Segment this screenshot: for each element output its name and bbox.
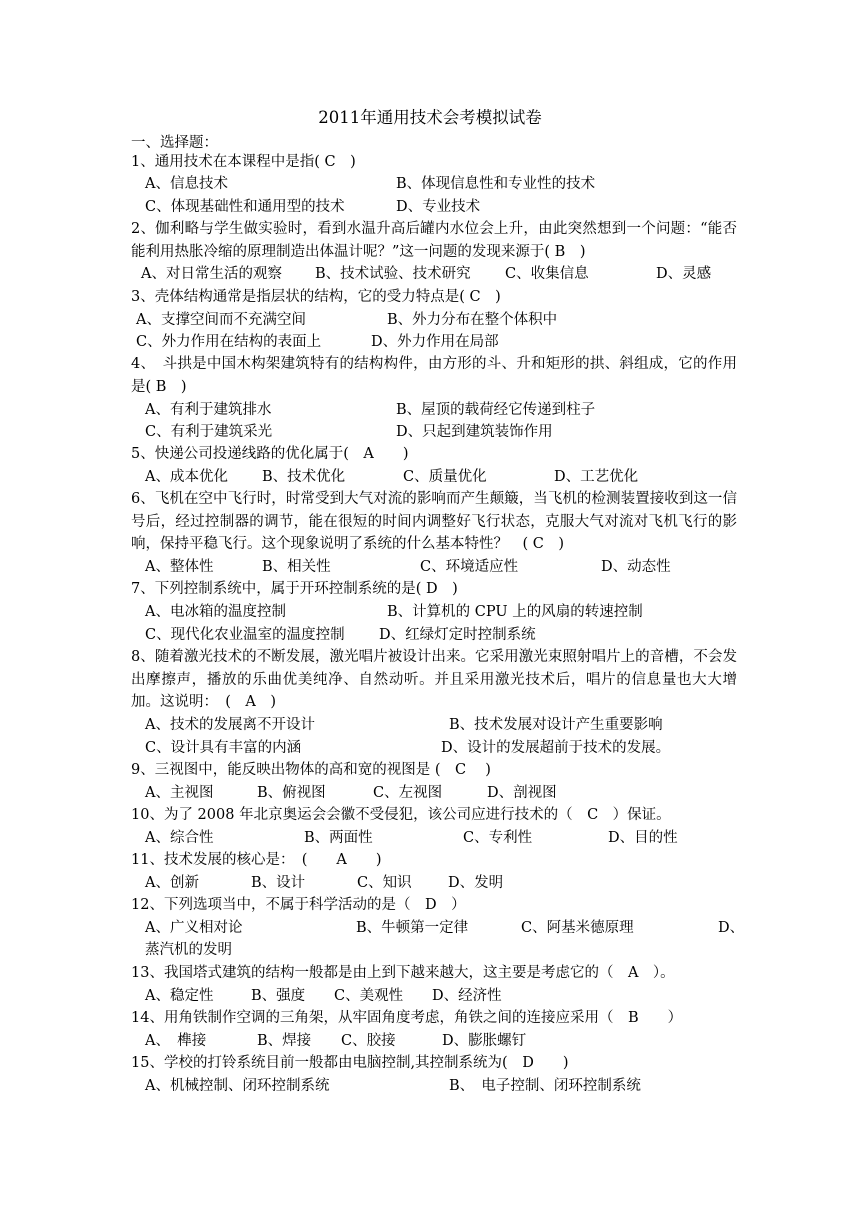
- question-14: 14、用角铁制作空调的三角架，从牢固角度考虑，角铁之间的连接应采用（ B ）: [131, 1010, 683, 1026]
- question-4: 4、 斗拱是中国木构架建筑特有的结构构件，由方形的斗、升和矩形的拱、斜组成，它的作用是( B ): [131, 356, 737, 395]
- option-d: D、只起到建筑装饰作用: [396, 424, 553, 440]
- options-5: [131, 466, 751, 488]
- options-2: [131, 263, 751, 285]
- option-c: C、美观性: [334, 988, 404, 1004]
- option-b: B、两面性: [304, 830, 373, 846]
- option-a: A、对日常生活的观察: [141, 266, 282, 282]
- option-d: D、经济性: [432, 988, 502, 1004]
- option-c: C、专利性: [463, 830, 533, 846]
- option-d: D、外力作用在局部: [371, 334, 499, 350]
- options-15: [131, 1075, 751, 1097]
- options-4-row-1: [131, 399, 751, 421]
- exam-title: 2011年通用技术会考模拟试卷: [318, 108, 542, 127]
- option-b: B、强度: [251, 988, 306, 1004]
- option-a: A、主视图: [145, 785, 214, 801]
- option-c: C、设计具有丰富的内涵: [145, 740, 302, 756]
- question-13: 13、我国塔式建筑的结构一般都是由上到下越来越大，这主要是考虑它的（ A ）。: [131, 965, 675, 981]
- question-7: 7、下列控制系统中，属于开环控制系统的是( D ): [131, 581, 458, 597]
- options-12: [131, 917, 751, 939]
- question-3: 3、壳体结构通常是指层状的结构，它的受力特点是( C ): [131, 289, 501, 305]
- option-b: B、俯视图: [257, 785, 326, 801]
- option-d: D、: [718, 920, 745, 936]
- option-b: B、技术发展对设计产生重要影响: [449, 717, 663, 733]
- option-a: A、 榫接: [145, 1033, 207, 1049]
- options-1-row-1: [131, 173, 751, 195]
- question-9: 9、三视图中，能反映出物体的高和宽的视图是 ( C ): [131, 762, 491, 778]
- option-a: A、广义相对论: [145, 920, 243, 936]
- options-1-row-2: [131, 196, 751, 218]
- option-b: B、体现信息性和专业性的技术: [396, 176, 596, 192]
- option-c: C、左视图: [373, 785, 443, 801]
- options-10: [131, 827, 751, 849]
- option-d: D、膨胀螺钉: [442, 1033, 527, 1049]
- option-b: B、计算机的 CPU 上的风扇的转速控制: [387, 604, 643, 620]
- option-a: A、稳定性: [145, 988, 214, 1004]
- option-c: C、体现基础性和通用型的技术: [145, 199, 345, 215]
- option-a: A、技术的发展离不开设计: [145, 717, 315, 733]
- question-11: 11、技术发展的核心是： ( A ): [131, 852, 382, 868]
- option-d: D、红绿灯定时控制系统: [379, 627, 536, 643]
- option-d-text: 蒸汽机的发明: [145, 942, 232, 958]
- options-7-row-2: [131, 624, 751, 646]
- option-c: C、阿基米德原理: [521, 920, 634, 936]
- option-b: B、相关性: [262, 559, 331, 575]
- option-d: D、工艺优化: [554, 469, 639, 485]
- option-a: A、支撑空间而不充满空间: [136, 312, 306, 328]
- option-b: B、设计: [251, 875, 306, 891]
- options-3-row-1: [131, 309, 751, 331]
- options-12-continued: [131, 939, 751, 961]
- option-d: D、专业技术: [396, 199, 481, 215]
- question-5: 5、快递公司投递线路的优化属于( A ): [131, 446, 409, 462]
- options-3-row-2: [131, 331, 751, 353]
- option-b: B、技术优化: [262, 469, 346, 485]
- option-b: B、焊接: [257, 1033, 312, 1049]
- option-c: C、外力作用在结构的表面上: [136, 334, 322, 350]
- option-d: D、发明: [448, 875, 504, 891]
- option-c: C、质量优化: [403, 469, 487, 485]
- option-a: A、电冰箱的温度控制: [145, 604, 286, 620]
- option-c: C、现代化农业温室的温度控制: [145, 627, 345, 643]
- section-heading: 一、选择题：: [131, 135, 218, 151]
- option-d: D、灵感: [656, 266, 712, 282]
- option-c: C、有利于建筑采光: [145, 424, 273, 440]
- option-d: D、剖视图: [487, 785, 557, 801]
- option-b: B、技术试验、技术研究: [315, 266, 471, 282]
- option-c: C、胶接: [341, 1033, 396, 1049]
- options-6: [131, 556, 751, 578]
- option-c: C、收集信息: [505, 266, 589, 282]
- option-b: B、 电子控制、闭环控制系统: [449, 1078, 641, 1094]
- option-a: A、机械控制、闭环控制系统: [145, 1078, 330, 1094]
- question-10: 10、为了 2008 年北京奥运会会徽不受侵犯，该公司应进行技术的（ C ）保证。: [131, 807, 671, 823]
- option-a: A、成本优化: [145, 469, 228, 485]
- option-b: B、外力分布在整个体积中: [387, 312, 558, 328]
- option-d: D、设计的发展超前于技术的发展。: [441, 740, 671, 756]
- option-a: A、整体性: [145, 559, 214, 575]
- question-8: 8、随着激光技术的不断发展，激光唱片被设计出来。它采用激光束照射唱片上的音槽，不会发出摩擦声，播放的乐曲优美纯净、自然动听。并且采用激光技术后，唱片的信息量也大大增加。这说明： ( A ): [131, 649, 737, 710]
- options-13: [131, 985, 751, 1007]
- question-1: 1、通用技术在本课程中是指( C ): [131, 154, 356, 170]
- option-b: B、屋顶的载荷经它传递到柱子: [396, 402, 596, 418]
- option-a: A、创新: [145, 875, 199, 891]
- question-6: 6、飞机在空中飞行时，时常受到大气对流的影响而产生颠簸，当飞机的检测装置接收到这一信号后，经过控制器的调节，能在很短的时间内调整好飞行状态，克服大气对流对飞机飞行的影响，保持平稳飞行。这个现象说明了系统的什么基本特性？ ( C ): [131, 491, 737, 552]
- options-14: [131, 1030, 751, 1052]
- option-d: D、动态性: [601, 559, 671, 575]
- options-4-row-2: [131, 421, 751, 443]
- options-8-row-2: [131, 737, 751, 759]
- option-a: A、综合性: [145, 830, 214, 846]
- option-d: D、目的性: [608, 830, 678, 846]
- option-a: A、信息技术: [145, 176, 228, 192]
- option-a: A、有利于建筑排水: [145, 402, 272, 418]
- options-8-row-1: [131, 714, 751, 736]
- options-7-row-1: [131, 601, 751, 623]
- options-11: [131, 872, 751, 894]
- option-c: C、环境适应性: [420, 559, 519, 575]
- option-b: B、牛顿第一定律: [356, 920, 469, 936]
- options-9: [131, 782, 751, 804]
- question-12: 12、下列选项当中，不属于科学活动的是（ D ）: [131, 897, 466, 913]
- option-c: C、知识: [357, 875, 412, 891]
- question-2: 2、伽利略与学生做实验时，看到水温升高后罐内水位会上升，由此突然想到一个问题：“能否能利用热胀冷缩的原理制造出体温计呢？”这一问题的发现来源于( B ): [131, 221, 737, 260]
- question-15: 15、学校的打铃系统目前一般都由电脑控制,其控制系统为( D ): [131, 1055, 569, 1071]
